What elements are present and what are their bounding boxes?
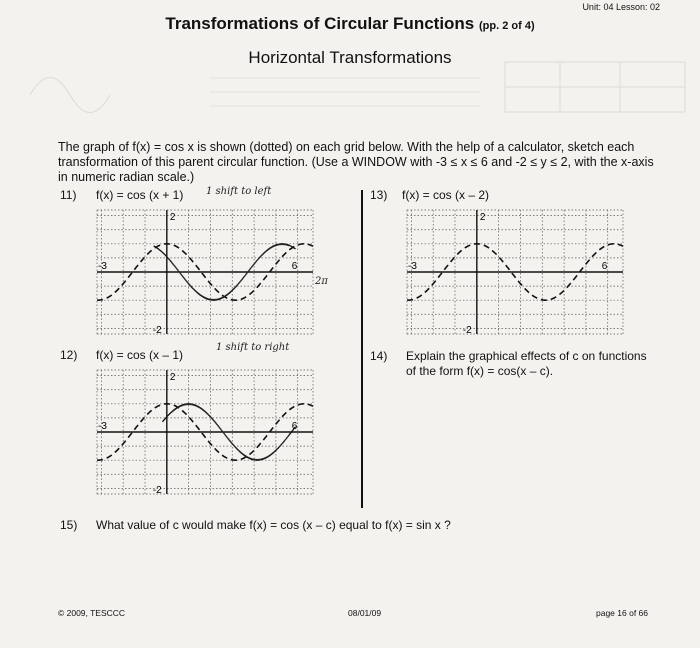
problem-12-handwritten-note: 1 shift to right — [216, 342, 290, 353]
axis-label-y-max: 2 — [169, 212, 176, 223]
axis-label-x-max: 6 — [601, 261, 608, 272]
axis-label-x-min: -3 — [98, 421, 107, 432]
problem-15-number: 15) — [60, 518, 78, 532]
problem-14-number: 14) — [370, 349, 388, 363]
column-divider — [361, 190, 363, 508]
axis-label-y-min: -2 — [152, 485, 162, 496]
page-range: (pp. 2 of 4) — [479, 20, 535, 32]
problem-11-graph — [95, 208, 315, 338]
footer-date: 08/01/09 — [348, 608, 382, 618]
problem-12-function: f(x) = cos (x – 1) — [96, 348, 184, 362]
problem-11-handwritten-note: 1 shift to left — [206, 186, 272, 197]
footer-copyright: © 2009, TESCCC — [58, 608, 126, 618]
bleed-through-decoration — [0, 0, 700, 140]
problem-13-graph — [405, 208, 625, 338]
problem-11-function: f(x) = cos (x + 1) — [96, 188, 184, 202]
footer-page-number: page 16 of 66 — [596, 608, 648, 618]
problem-13-number: 13) — [370, 188, 388, 202]
title-text: Transformations of Circular Functions — [165, 14, 475, 33]
axes — [97, 210, 313, 334]
unit-lesson-label: Unit: 04 Lesson: 02 — [582, 2, 660, 12]
problem-12-number: 12) — [60, 348, 78, 362]
instructions-paragraph: The graph of f(x) = cos x is shown (dotted) on each grid below. With the help of a calculator, sketch each transformation of this parent circular function. (Use a WINDOW with -3 ≤ x ≤ 6 and -2 ≤ y ≤ 2, with the x-axis in numeric radian scale.) — [58, 140, 654, 184]
axis-label-y-min: -2 — [152, 325, 162, 336]
problem-11-handwritten-2pi: 2π — [315, 276, 328, 287]
problem-13-function: f(x) = cos (x – 2) — [402, 188, 490, 202]
section-subtitle: Horizontal Transformations — [248, 48, 452, 67]
axis-label-x-max: 6 — [291, 421, 298, 432]
axis-label-y-max: 2 — [169, 372, 176, 383]
axis-label-y-min: -2 — [462, 325, 472, 336]
problem-11-number: 11) — [60, 188, 77, 202]
axis-label-x-min: -3 — [98, 261, 107, 272]
problem-12-graph — [95, 368, 315, 498]
axis-label-x-min: -3 — [408, 261, 417, 272]
problem-15-text: What value of c would make f(x) = cos (x – c) equal to f(x) = sin x ? — [96, 518, 451, 532]
axis-label-x-max: 6 — [291, 261, 298, 272]
axes — [97, 370, 313, 494]
axis-label-y-max: 2 — [479, 212, 486, 223]
axes — [407, 210, 623, 334]
problem-14-text: Explain the graphical effects of c on functions of the form f(x) = cos(x – c). — [406, 349, 647, 378]
